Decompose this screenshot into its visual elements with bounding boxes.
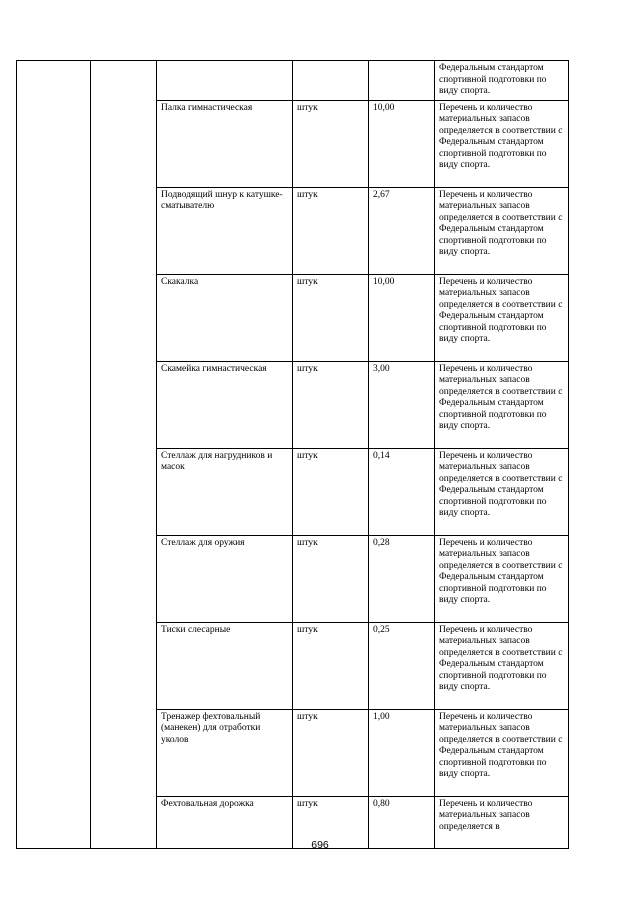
note-cell: Перечень и количество материальных запасов определяется в соответствии с Федеральным стандартом спортивной подготовки по виду спорта. <box>435 448 569 535</box>
note-cell: Перечень и количество материальных запасов определяется в <box>435 796 569 848</box>
quantity-cell: 0,25 <box>369 622 435 709</box>
quantity-cell: 3,00 <box>369 361 435 448</box>
quantity-cell: 10,00 <box>369 100 435 187</box>
item-name-cell: Тиски слесарные <box>157 622 293 709</box>
item-name-cell: Стеллаж для нагрудников и масок <box>157 448 293 535</box>
quantity-cell: 0,28 <box>369 535 435 622</box>
item-name-cell <box>157 61 293 101</box>
quantity-cell <box>369 61 435 101</box>
unit-cell: штук <box>293 622 369 709</box>
note-cell: Перечень и количество материальных запасов определяется в соответствии с Федеральным стандартом спортивной подготовки по виду спорта. <box>435 187 569 274</box>
unit-cell: штук <box>293 535 369 622</box>
item-name-cell: Палка гимнастическая <box>157 100 293 187</box>
unit-cell: штук <box>293 274 369 361</box>
note-cell: Перечень и количество материальных запасов определяется в соответствии с Федеральным стандартом спортивной подготовки по виду спорта. <box>435 361 569 448</box>
page-number: 696 <box>311 839 329 851</box>
note-cell: Перечень и количество материальных запасов определяется в соответствии с Федеральным стандартом спортивной подготовки по виду спорта. <box>435 100 569 187</box>
unit-cell: штук <box>293 100 369 187</box>
quantity-cell: 10,00 <box>369 274 435 361</box>
quantity-cell: 0,14 <box>369 448 435 535</box>
note-cell: Перечень и количество материальных запасов определяется в соответствии с Федеральным стандартом спортивной подготовки по виду спорта. <box>435 535 569 622</box>
quantity-cell: 2,67 <box>369 187 435 274</box>
unit-cell: штук <box>293 796 369 848</box>
unit-cell: штук <box>293 448 369 535</box>
unit-cell <box>293 61 369 101</box>
quantity-cell: 1,00 <box>369 709 435 796</box>
note-cell: Федеральным стандартом спортивной подготовки по виду спорта. <box>435 61 569 101</box>
item-name-cell: Скакалка <box>157 274 293 361</box>
unit-cell: штук <box>293 187 369 274</box>
item-name-cell: Скамейка гимнастическая <box>157 361 293 448</box>
note-cell: Перечень и количество материальных запасов определяется в соответствии с Федеральным стандартом спортивной подготовки по виду спорта. <box>435 274 569 361</box>
item-name-cell: Тренажер фехтовальный (манекен) для отработки уколов <box>157 709 293 796</box>
quantity-cell: 0,80 <box>369 796 435 848</box>
materials-table <box>16 60 569 849</box>
merged-cell-left <box>17 61 91 849</box>
item-name-cell: Стеллаж для оружия <box>157 535 293 622</box>
note-cell: Перечень и количество материальных запасов определяется в соответствии с Федеральным стандартом спортивной подготовки по виду спорта. <box>435 709 569 796</box>
item-name-cell: Подводящий шнур к катушке-сматывателю <box>157 187 293 274</box>
unit-cell: штук <box>293 361 369 448</box>
merged-cell-second <box>91 61 157 849</box>
unit-cell: штук <box>293 709 369 796</box>
note-cell: Перечень и количество материальных запасов определяется в соответствии с Федеральным стандартом спортивной подготовки по виду спорта. <box>435 622 569 709</box>
table-row-continuation <box>17 61 569 101</box>
item-name-cell: Фехтовальная дорожка <box>157 796 293 848</box>
